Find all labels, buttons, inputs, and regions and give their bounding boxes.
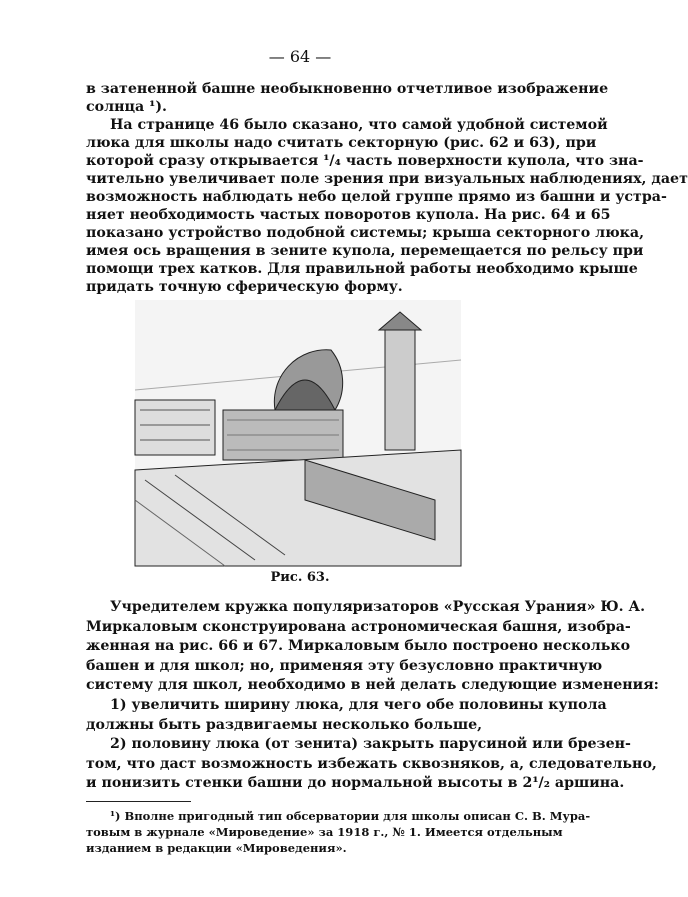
- text-line: люка для школы надо считать секторную (рис. 62 и 63), при: [86, 135, 597, 151]
- observatory-illustration: [135, 300, 461, 566]
- page-number: — 64 —: [268, 47, 332, 66]
- text-line: Миркаловым сконструирована астрономическая башня, изобра-: [86, 618, 631, 635]
- footnote-line: ¹) Вполне пригодный тип обсерватории для школы описан С. В. Мура-: [110, 809, 591, 823]
- footnote-line: изданием в редакции «Мироведения».: [86, 841, 347, 855]
- text-line: женная на рис. 66 и 67. Миркаловым было построено несколько: [86, 638, 631, 655]
- text-line: башен и для школ; но, применяя эту безусловно практичную: [86, 657, 603, 674]
- footnote-line: товым в журнале «Мироведение» за 1918 г., № 1. Имеется отдельным: [86, 825, 563, 839]
- text-line: в затененной башне необыкновенно отчетливое изображение: [86, 81, 609, 97]
- text-line: Учредителем кружка популяризаторов «Русская Урания» Ю. А.: [110, 599, 646, 615]
- text-line: и понизить стенки башни до нормальной высоты в 2¹/₂ аршина.: [86, 775, 625, 792]
- text-line: возможность наблюдать небо целой группе прямо из башни и устра-: [86, 189, 667, 205]
- text-line: том, что даст возможность избежать сквозняков, а, следовательно,: [86, 755, 657, 772]
- figure-caption: Рис. 63.: [270, 570, 330, 585]
- paragraph-2: [86, 598, 659, 794]
- text-line: чительно увеличивает поле зрения при визуальных наблюдениях, дает: [86, 171, 688, 187]
- footnote-divider: [86, 801, 191, 802]
- text-line: 1) увеличить ширину люка, для чего обе половины купола: [110, 696, 607, 713]
- text-line: На странице 46 было сказано, что самой удобной системой: [110, 117, 608, 133]
- text-line: солнца ¹).: [86, 99, 167, 115]
- text-line: имея ось вращения в зените купола, перемещается по рельсу при: [86, 243, 644, 259]
- text-line: которой сразу открывается ¹/₄ часть поверхности купола, что зна-: [86, 153, 644, 169]
- text-line: систему для школ, необходимо в ней делать следующие изменения:: [86, 677, 659, 694]
- text-line: няет необходимость частых поворотов купола. На рис. 64 и 65: [86, 207, 611, 223]
- footnote: [86, 808, 591, 856]
- text-line: должны быть раздвигаемы несколько больше,: [86, 716, 483, 733]
- text-line: показано устройство подобной системы; крыша секторного люка,: [86, 225, 645, 241]
- text-line: помощи трех катков. Для правильной работы необходимо крыше: [86, 261, 638, 277]
- text-line: придать точную сферическую форму.: [86, 279, 403, 295]
- paragraph-1: [86, 80, 688, 296]
- text-line: 2) половину люка (от зенита) закрыть парусиной или брезен-: [110, 736, 631, 753]
